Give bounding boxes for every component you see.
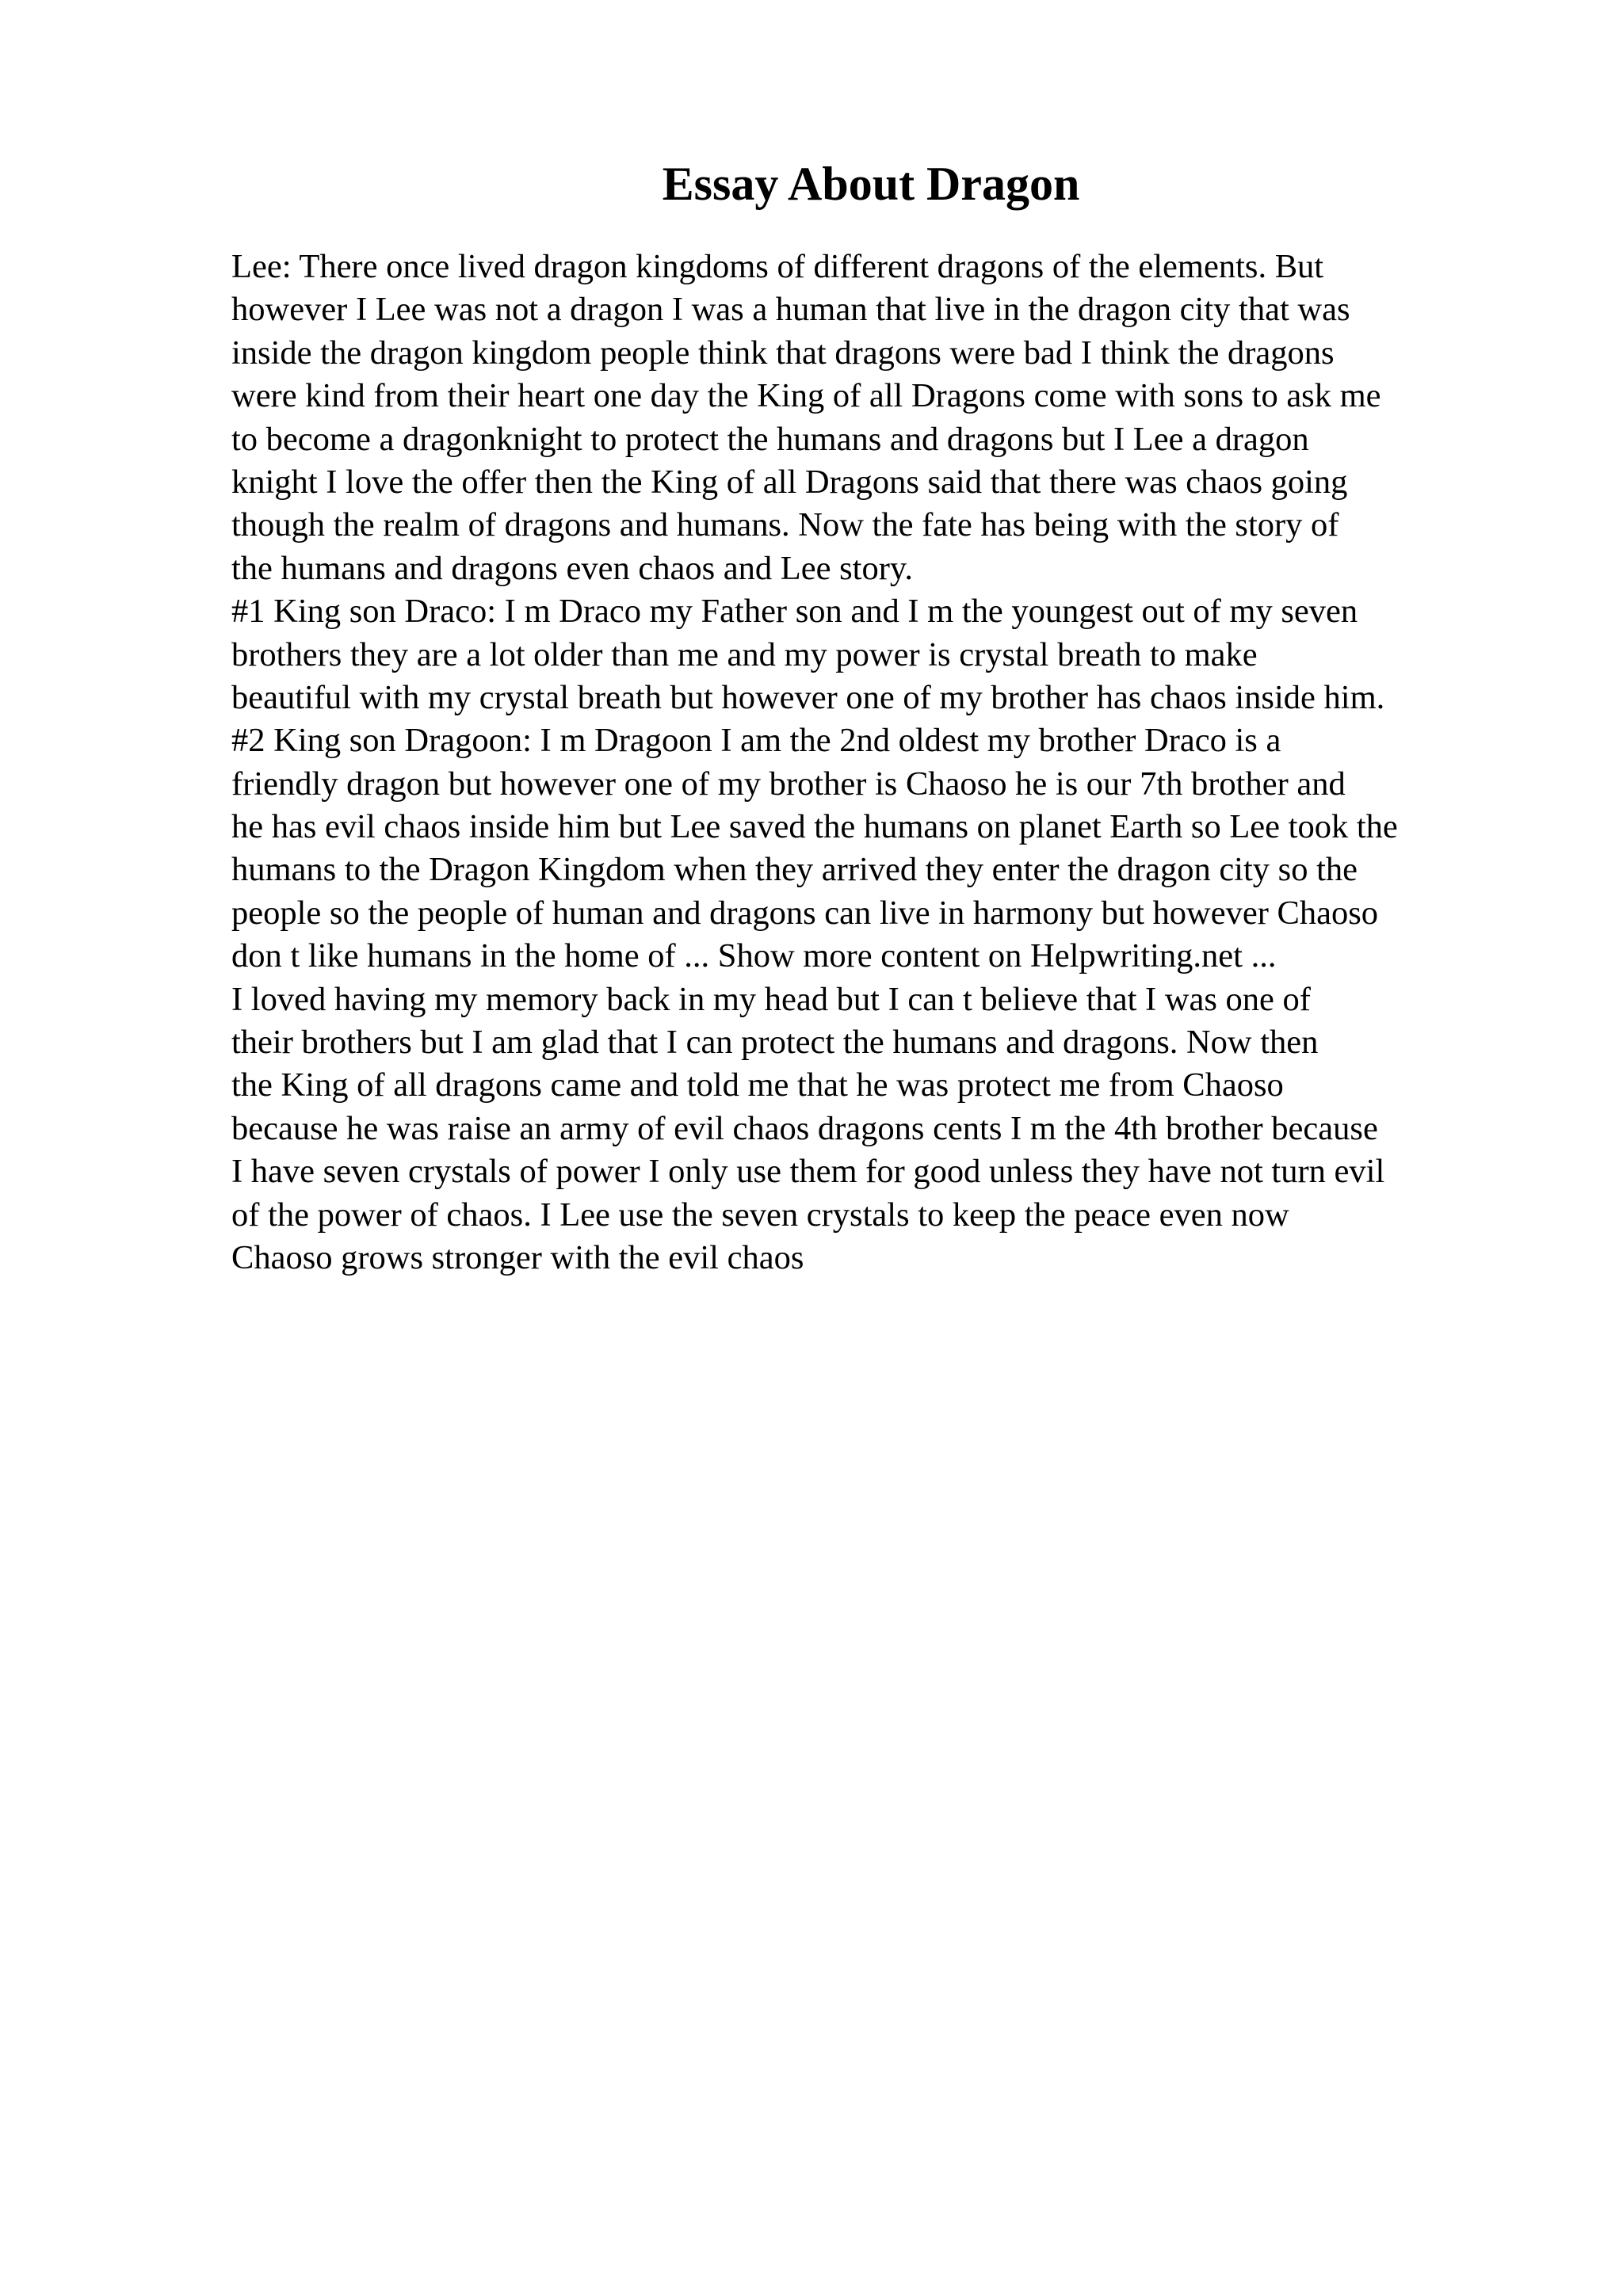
essay-line: #1 King son Draco: I m Draco my Father son and I m the youngest out of my seven <box>231 593 1358 631</box>
essay-line: don t like humans in the home of ... Show more content on Helpwriting.net ... <box>231 937 1277 975</box>
essay-line: to become a dragonknight to protect the humans and dragons but I Lee a dragon <box>231 420 1309 458</box>
essay-line: their brothers but I am glad that I can protect the humans and dragons. Now then <box>231 1024 1319 1062</box>
document-title: Essay About Dragon <box>662 158 1080 210</box>
essay-line: Chaoso grows stronger with the evil chaos <box>231 1238 804 1276</box>
essay-line: inside the dragon kingdom people think that dragons were bad I think the dragons <box>231 334 1335 372</box>
essay-line: the humans and dragons even chaos and Lee story. <box>231 549 913 587</box>
essay-line: brothers they are a lot older than me and my power is crystal breath to make <box>231 635 1258 673</box>
essay-line: were kind from their heart one day the King of all Dragons come with sons to ask me <box>231 377 1381 415</box>
essay-line: however I Lee was not a dragon I was a human that live in the dragon city that was <box>231 291 1350 329</box>
essay-line: though the realm of dragons and humans. Now the fate has being with the story of <box>231 506 1339 544</box>
essay-line: knight I love the offer then the King of all Dragons said that there was chaos going <box>231 463 1348 501</box>
essay-line: friendly dragon but however one of my brother is Chaoso he is our 7th brother and <box>231 765 1346 803</box>
essay-line: the King of all dragons came and told me that he was protect me from Chaoso <box>231 1066 1284 1104</box>
essay-line: I have seven crystals of power I only use them for good unless they have not turn evil <box>231 1153 1385 1191</box>
essay-body <box>231 246 1610 1280</box>
essay-line: Lee: There once lived dragon kingdoms of different dragons of the elements. But <box>231 248 1324 285</box>
essay-line: beautiful with my crystal breath but however one of my brother has chaos inside him. <box>231 678 1385 716</box>
essay-line: people so the people of human and dragons can live in harmony but however Chaoso <box>231 894 1378 932</box>
essay-line: I loved having my memory back in my head but I can t believe that I was one of <box>231 980 1311 1018</box>
essay-line: because he was raise an army of evil chaos dragons cents I m the 4th brother because <box>231 1109 1378 1147</box>
essay-line: of the power of chaos. I Lee use the seven crystals to keep the peace even now <box>231 1196 1289 1234</box>
essay-line: #2 King son Dragoon: I m Dragoon I am the 2nd oldest my brother Draco is a <box>231 722 1281 760</box>
essay-line: he has evil chaos inside him but Lee saved the humans on planet Earth so Lee took the <box>231 808 1398 846</box>
essay-line: humans to the Dragon Kingdom when they arrived they enter the dragon city so the <box>231 851 1358 889</box>
